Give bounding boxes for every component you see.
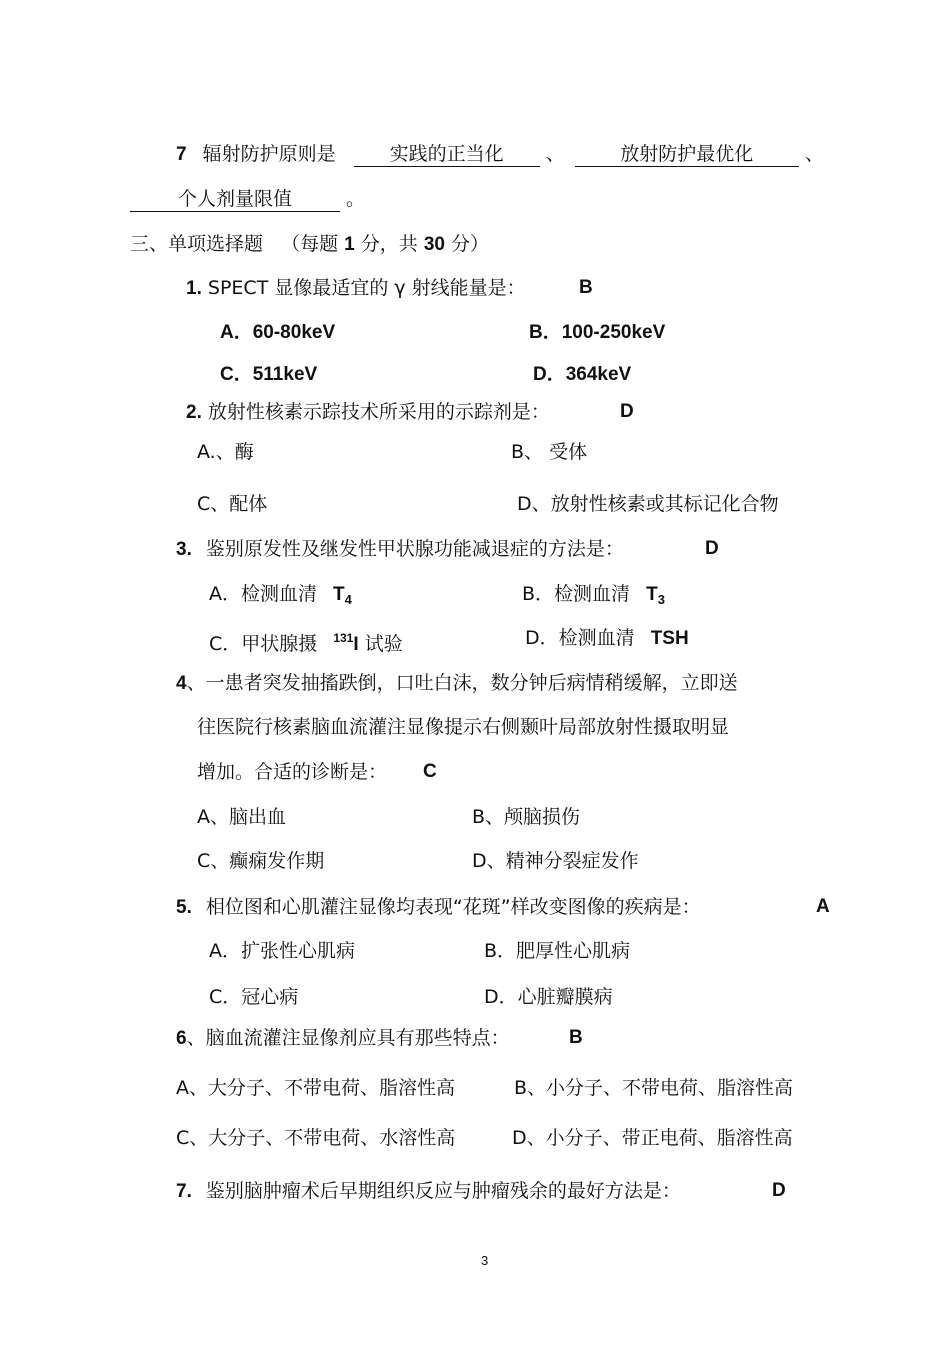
question-6-option-b: B、小分子、不带电荷、脂溶性高 xyxy=(514,1077,794,1099)
question-text: 鉴别脑肿瘤术后早期组织反应与肿瘤残余的最好方法是： xyxy=(205,1180,681,1202)
question-6-answer: B xyxy=(569,1027,583,1048)
hormone-symbol: T xyxy=(333,584,345,605)
question-1-option-c: C．511keV xyxy=(220,364,318,385)
question-2-stem xyxy=(186,400,550,425)
total-points: 30 xyxy=(423,234,445,255)
question-1-stem xyxy=(186,276,526,301)
question-3-stem xyxy=(176,537,624,562)
answer-blank-3 xyxy=(130,187,340,212)
subscript: 3 xyxy=(657,592,665,607)
question-3-option-c xyxy=(209,626,403,657)
question-1-option-d: D．364keV xyxy=(533,364,632,385)
question-2-option-c: C、配体 xyxy=(197,493,268,515)
question-1-answer: B xyxy=(579,277,593,298)
fill-question-7 xyxy=(176,142,824,167)
question-text: 鉴别原发性及继发性甲状腺功能减退症的方法是： xyxy=(205,538,624,560)
question-6-option-d: D、小分子、带正电荷、脂溶性高 xyxy=(512,1127,793,1149)
question-number: 2. xyxy=(186,402,202,423)
question-4-stem-line3: 增加。合适的诊断是： xyxy=(197,761,388,783)
question-6-option-a: A、大分子、不带电荷、脂溶性高 xyxy=(176,1077,455,1099)
question-4-answer: C xyxy=(423,761,437,782)
question-text: 、一患者突发抽搐跌倒，口吐白沫，数分钟后病情稍缓解，立即送 xyxy=(186,672,738,694)
page-number: 3 xyxy=(481,1253,489,1268)
option-text: D．检测血清 xyxy=(525,627,635,649)
question-3-option-b xyxy=(522,582,665,612)
points-per-question: 1 xyxy=(344,234,355,255)
hormone-symbol: T xyxy=(646,584,658,605)
question-text: 放射性核素示踪技术所采用的示踪剂是： xyxy=(207,401,550,423)
question-3-option-a xyxy=(209,582,352,612)
question-number: 5. xyxy=(176,897,192,918)
option-text: B．检测血清 xyxy=(522,583,631,605)
question-number: 1. xyxy=(186,278,202,299)
separator: 、 xyxy=(545,143,565,165)
question-number: 7. xyxy=(176,1181,192,1202)
separator: 、 xyxy=(804,143,824,165)
question-7-stem xyxy=(176,1179,681,1204)
question-text: 相位图和心肌灌注显像均表现“花斑”样改变图像的疾病是： xyxy=(205,896,701,918)
question-2-option-d: D、放射性核素或其标记化合物 xyxy=(517,493,779,515)
answer-text-3: 个人剂量限值 xyxy=(177,188,292,210)
section-note: 分，共 xyxy=(360,233,418,255)
element-symbol: I xyxy=(353,634,359,655)
question-5-option-a: A．扩张性心肌病 xyxy=(209,940,355,962)
answer-text-1: 实践的正当化 xyxy=(389,143,504,165)
answer-blank-2 xyxy=(575,142,799,167)
question-1-option-a: A．60-80keV xyxy=(220,322,336,343)
question-4-stem-line1 xyxy=(176,671,738,696)
subscript: 4 xyxy=(344,592,352,607)
question-6-stem xyxy=(176,1026,510,1051)
hormone-symbol: TSH xyxy=(650,628,689,649)
question-text: SPECT 显像最适宜的 γ 射线能量是： xyxy=(207,277,526,299)
question-3-answer: D xyxy=(705,538,719,559)
fill-question-7-line2 xyxy=(130,187,365,212)
section-heading xyxy=(130,232,489,257)
question-2-option-b: B、 受体 xyxy=(511,441,588,463)
question-number: 7 xyxy=(176,144,187,165)
question-number: 3. xyxy=(176,539,192,560)
question-2-answer: D xyxy=(620,401,634,422)
superscript: 131 xyxy=(333,631,354,645)
question-7-answer: D xyxy=(772,1180,786,1201)
option-text: 试验 xyxy=(364,633,403,655)
question-5-answer: A xyxy=(816,896,830,917)
question-4-option-b: B、颅脑损伤 xyxy=(472,806,581,828)
question-5-option-c: C．冠心病 xyxy=(209,986,299,1008)
answer-blank-1 xyxy=(354,142,540,167)
question-3-option-d xyxy=(525,626,689,651)
section-note: （每题 xyxy=(281,233,339,255)
question-4-option-c: C、癫痫发作期 xyxy=(197,850,325,872)
question-number: 6 xyxy=(176,1028,187,1049)
question-text: 、脑血流灌注显像剂应具有那些特点： xyxy=(186,1027,510,1049)
question-5-option-b: B．肥厚性心肌病 xyxy=(484,940,631,962)
question-6-option-c: C、大分子、不带电荷、水溶性高 xyxy=(176,1127,456,1149)
question-4-option-d: D、精神分裂症发作 xyxy=(472,850,639,872)
question-text: 辐射防护原则是 xyxy=(202,143,336,165)
option-text: C．甲状腺摄 xyxy=(209,633,318,655)
question-4-stem-line2: 往医院行核素脑血流灌注显像提示右侧颞叶局部放射性摄取明显 xyxy=(197,716,730,738)
section-note: 分） xyxy=(451,233,490,255)
period: 。 xyxy=(346,188,366,210)
question-5-stem xyxy=(176,895,701,920)
answer-text-2: 放射防护最优化 xyxy=(620,143,754,165)
section-title: 三、单项选择题 xyxy=(130,233,264,255)
option-text: A．检测血清 xyxy=(209,583,317,605)
question-4-option-a: A、脑出血 xyxy=(197,806,286,828)
question-number: 4 xyxy=(176,673,187,694)
question-1-option-b: B．100-250keV xyxy=(529,322,666,343)
question-5-option-d: D．心脏瓣膜病 xyxy=(484,986,613,1008)
question-2-option-a: A.、酶 xyxy=(197,441,254,463)
